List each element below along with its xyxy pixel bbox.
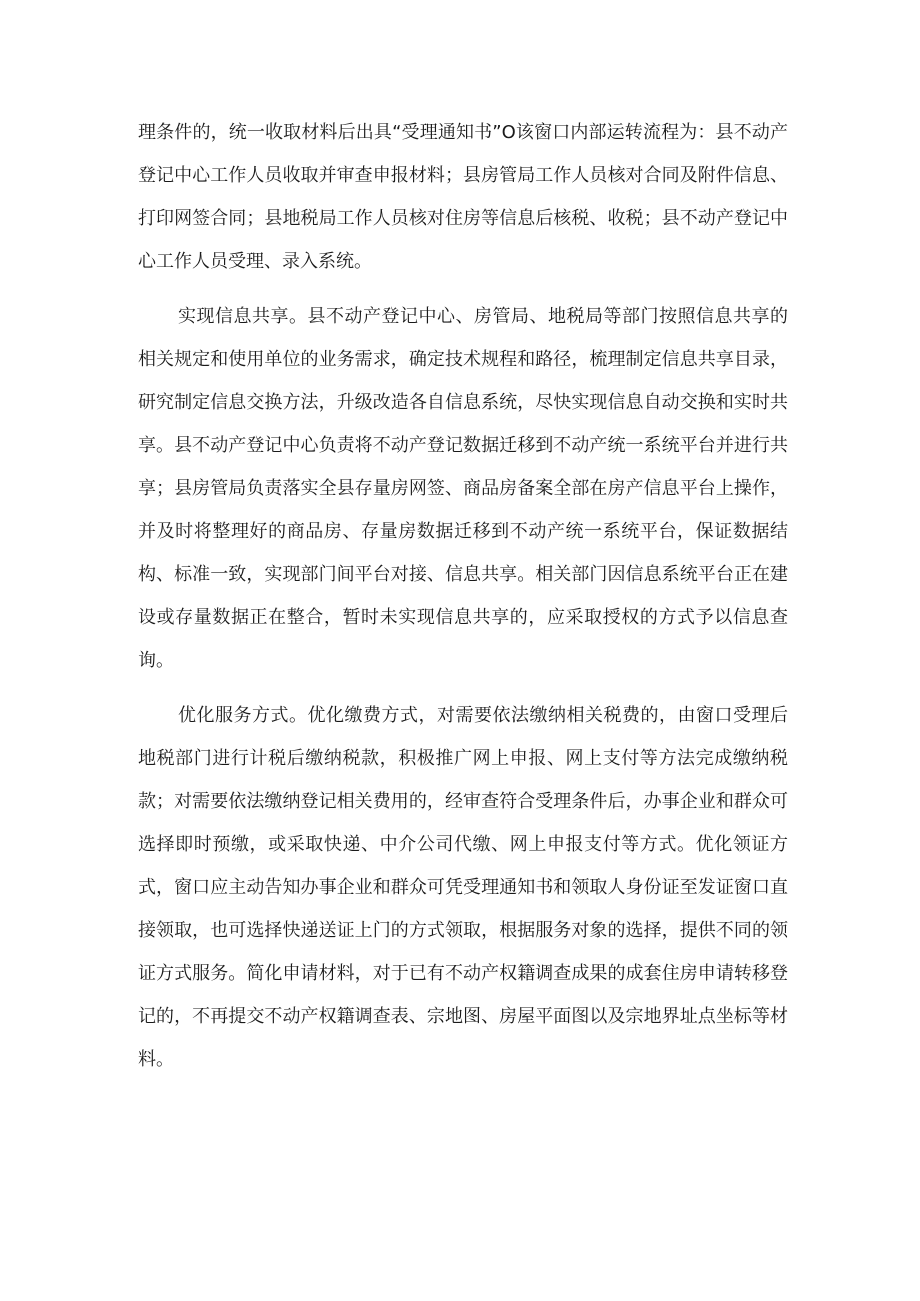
paragraph-service-optimization: 优化服务方式。优化缴费方式，对需要依法缴纳相关税费的，由窗口受理后地税部门进行计税后缴纳税款，积极推广网上申报、网上支付等方法完成缴纳税款；对需要依法缴纳登记相关费用的，经审查符合受理条件后，办事企业和群众可选择即时预缴，或采取快递、中介公司代缴、网上申报支付等方式。优化领证方式，窗口应主动告知办事企业和群众可凭受理通知书和领取人身份证至发证窗口直接领取，也可选择快递送证上门的方式领取，根据服务对象的选择，提供不同的领证方式服务。简化申请材料，对于已有不动产权籍调查成果的成套住房申请转移登记的，不再提交不动产权籍调查表、宗地图、房屋平面图以及宗地界址点坐标等材料。 <box>138 705 788 1070</box>
paragraph-continuation: 理条件的，统一收取材料后出具“受理通知书”O该窗口内部运转流程为：县不动产登记中心工作人员收取并审查申报材料；县房管局工作人员核对合同及附件信息、打印网签合同；县地税局工作人员核对住房等信息后核税、收税；县不动产登记中心工作人员受理、录入系统。 <box>138 122 788 272</box>
document-body <box>138 111 788 1093</box>
paragraph-information-sharing: 实现信息共享。县不动产登记中心、房管局、地税局等部门按照信息共享的相关规定和使用单位的业务需求，确定技术规程和路径，梳理制定信息共享目录，研究制定信息交换方法，升级改造各自信息系统，尽快实现信息自动交换和实时共享。县不动产登记中心负责将不动产登记数据迁移到不动产统一系统平台并进行共享；县房管局负责落实全县存量房网签、商品房备案全部在房产信息平台上操作，并及时将整理好的商品房、存量房数据迁移到不动产统一系统平台，保证数据结构、标准一致，实现部门间平台对接、信息共享。相关部门因信息系统平台正在建设或存量数据正在整合，暂时未实现信息共享的，应采取授权的方式予以信息查询。 <box>138 306 788 671</box>
